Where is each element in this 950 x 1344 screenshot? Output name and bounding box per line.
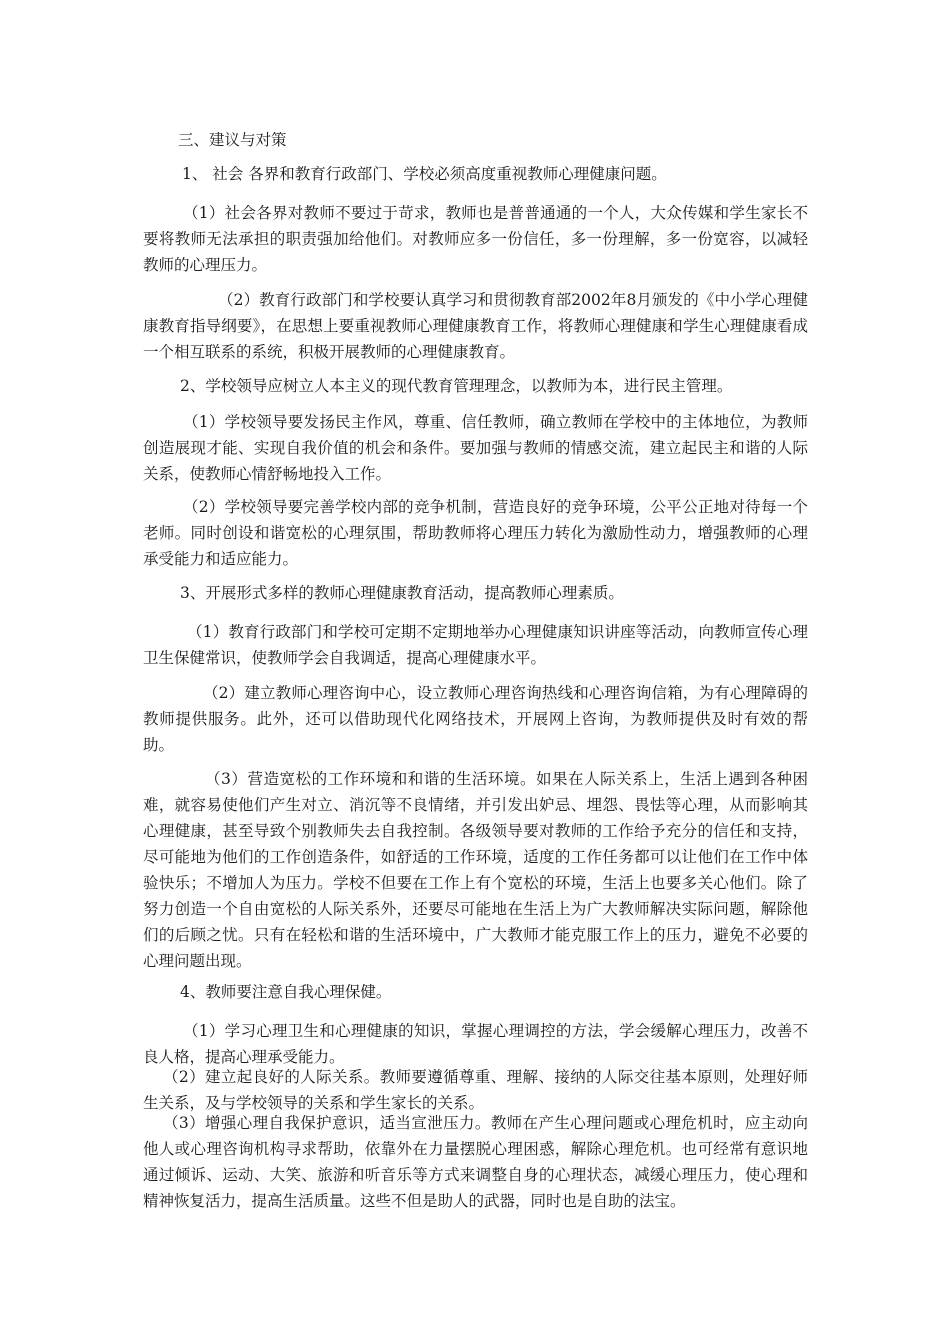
item-1-heading: 1、 社会 各界和教育行政部门、学校必须高度重视教师心理健康问题。: [182, 165, 667, 183]
item-4-1-paragraph: （1）学习心理卫生和心理健康的知识，掌握心理调控的方法，学会缓解心理压力，改善不良人格，提高心理承受能力。: [143, 1022, 808, 1066]
section-heading: 三、建议与对策: [178, 131, 287, 149]
item-4-2-paragraph: （2）建立起良好的人际关系。教师要遵循尊重、理解、接纳的人际交往基本原则，处理好师生关系，及与学校领导的关系和学生家长的关系。: [143, 1068, 808, 1112]
item-2-1-paragraph: （1）学校领导要发扬民主作风，尊重、信任教师，确立教师在学校中的主体地位，为教师创造展现才能、实现自我价值的机会和条件。要加强与教师的情感交流，建立起民主和谐的人际关系，使教师心情舒畅地投入工作。: [143, 413, 808, 483]
item-2-2-paragraph: （2）学校领导要完善学校内部的竞争机制，营造良好的竞争环境，公平公正地对待每一个老师。同时创设和谐宽松的心理氛围，帮助教师将心理压力转化为激励性动力，增强教师的心理承受能力和适应能力。: [143, 498, 808, 568]
item-1-2-paragraph: （2）教育行政部门和学校要认真学习和贯彻教育部2002年8月颁发的《中小学心理健康教育指导纲要》，在思想上要重视教师心理健康教育工作，将教师心理健康和学生心理健康看成一个相互联系的系统，积极开展教师的心理健康教育。: [143, 291, 808, 361]
item-2-heading: 2、学校领导应树立人本主义的现代教育管理理念，以教师为本，进行民主管理。: [180, 377, 733, 395]
item-3-3-paragraph: （3）营造宽松的工作环境和和谐的生活环境。如果在人际关系上，生活上遇到各种困难，就容易使他们产生对立、消沉等不良情绪，并引发出妒忌、埋怨、畏怯等心理，从而影响其心理健康，甚至导致个别教师失去自我控制。各级领导要对教师的工作给予充分的信任和支持，尽可能地为他们的工作创造条件，如舒适的工作环境，适度的工作任务都可以让他们在工作中体验快乐；不增加人为压力。学校不但要在工作上有个宽松的环境，生活上也要多关心他们。除了努力创造一个自由宽松的人际关系外，还要尽可能地在生活上为广大教师解决实际问题，解除他们的后顾之忧。只有在轻松和谐的生活环境中，广大教师才能克服工作上的压力，避免不必要的心理问题出现。: [143, 770, 808, 970]
item-3-heading: 3、开展形式多样的教师心理健康教育活动，提高教师心理素质。: [180, 584, 624, 602]
item-3-1-paragraph: （1）教育行政部门和学校可定期不定期地举办心理健康知识讲座等活动，向教师宣传心理卫生保健常识，使教师学会自我调适，提高心理健康水平。: [143, 623, 808, 667]
item-1-1-paragraph: （1）社会各界对教师不要过于苛求，教师也是普普通通的一个人，大众传媒和学生家长不要将教师无法承担的职责强加给他们。对教师应多一份信任，多一份理解，多一份宽容，以减轻教师的心理压力。: [143, 204, 808, 274]
item-3-2-paragraph: （2）建立教师心理咨询中心，设立教师心理咨询热线和心理咨询信箱，为有心理障碍的教师提供服务。此外，还可以借助现代化网络技术，开展网上咨询，为教师提供及时有效的帮助。: [143, 684, 808, 754]
item-4-heading: 4、教师要注意自我心理保健。: [180, 983, 392, 1001]
item-4-3-paragraph: （3）增强心理自我保护意识，适当宣泄压力。教师在产生心理问题或心理危机时，应主动向他人或心理咨询机构寻求帮助，依靠外在力量摆脱心理困惑，解除心理危机。也可经常有意识地通过倾诉、运动、大笑、旅游和听音乐等方式来调整自身的心理状态，减缓心理压力，使心理和精神恢复活力，提高生活质量。这些不但是助人的武器，同时也是自助的法宝。: [143, 1114, 808, 1210]
